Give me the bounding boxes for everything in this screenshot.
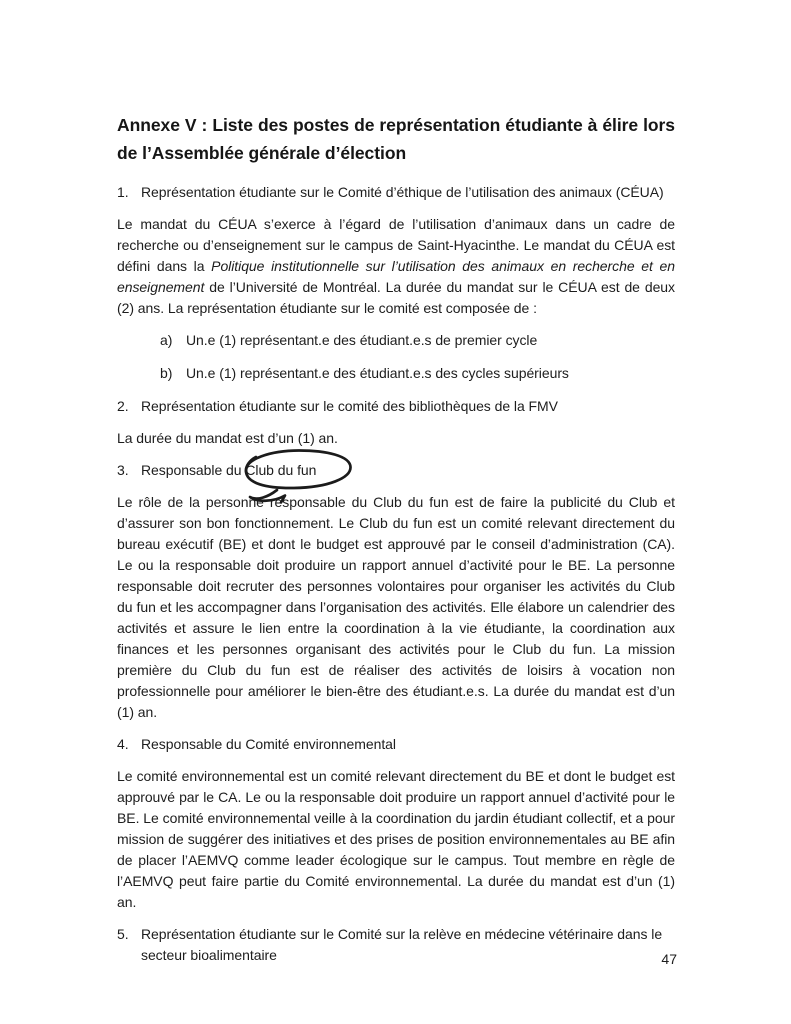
sub-list-item-b-marker: b) <box>160 365 173 381</box>
list-item-4-number: 4. <box>117 736 129 752</box>
paragraph-ceua <box>117 214 675 319</box>
paragraph-ceua-part2: de l’Université de Montréal. La durée du mandat sur le CÉUA est de deux (2) ans. La représentation étudiante sur le comité est composée de : <box>117 279 675 316</box>
list-item-2-label: Représentation étudiante sur le comité des bibliothèques de la FMV <box>141 398 558 414</box>
list-item-5-label: Représentation étudiante sur le Comité sur la relève en médecine vétérinaire dans le secteur bioalimentaire <box>141 926 663 963</box>
list-item-3-label-circled: Club du fun <box>245 462 317 478</box>
list-item-1-number: 1. <box>117 184 129 200</box>
list-item-4 <box>117 734 675 755</box>
list-item-3 <box>117 460 675 481</box>
page-title: Annexe V : Liste des postes de représentation étudiante à élire lors de l’Assemblée générale d’élection <box>117 115 675 163</box>
list-item-2-number: 2. <box>117 398 129 414</box>
circled-text-club-du-fun <box>245 460 316 481</box>
sub-list-item-a <box>117 330 675 351</box>
list-item-3-label <box>141 460 675 481</box>
paragraph-comite-environnemental: Le comité environnemental est un comité relevant directement du BE et dont le budget est approuvé par le CA. Le ou la responsable doit produire un rapport annuel d’activité pour le BE. Le comité environnemental veille à la coordination du jardin étudiant collectif, et a pour mission de suggérer des initiatives et des prises de position environnementales au BE afin de placer l’AEMVQ comme leader écologique sur le campus. Tout membre en règle de l’AEMVQ peut faire partie du Comité environnemental. La durée du mandat est d’un (1) an. <box>117 768 675 910</box>
paragraph-club-du-fun: Le rôle de la personne responsable du Club du fun est de faire la publicité du Club et d’assurer son bon fonctionnement. Le Club du fun est un comité relevant directement du bureau exécutif (BE) et dont le budget est approuvé par le conseil d’administration (CA). Le ou la responsable doit produire un rapport annuel d’activité pour le BE. La personne responsable doit recruter des personnes volontaires pour organiser les activités du Club du fun et les accompagner dans l’organisation des activités. Elle élabore un calendrier des activités et assure le lien entre la coordination à la vie étudiante, la coordination aux finances et les personnes organisant des activités pour le Club du fun. La mission première du Club du fun est de réaliser des activités de loisirs à vocation non professionnelle pour améliorer le bien-être des étudiant.e.s. La durée du mandat est d’un (1) an. <box>117 494 675 720</box>
sub-list-item-b-label: Un.e (1) représentant.e des étudiant.e.s des cycles supérieurs <box>186 365 569 381</box>
paragraph-mandat-bibliotheques: La durée du mandat est d’un (1) an. <box>117 430 338 446</box>
list-item-1-label: Représentation étudiante sur le Comité d’éthique de l’utilisation des animaux (CÉUA) <box>141 184 664 200</box>
list-item-3-number: 3. <box>117 462 129 478</box>
list-item-1 <box>117 182 675 203</box>
paragraph-ceua-part1: Le mandat du CÉUA s’exerce à l’égard de l’utilisation d’animaux dans un cadre de recherche ou d’enseignement sur le campus de Saint-Hyacinthe. Le mandat du CÉUA est défini dans la <box>117 216 675 274</box>
list-item-5 <box>117 924 675 966</box>
paragraph-ceua-italic-policy-title: Politique institutionnelle sur l’utilisation des animaux en recherche et en enseignement <box>117 258 675 295</box>
sub-list-item-a-marker: a) <box>160 332 173 348</box>
list-item-5-number: 5. <box>117 926 129 942</box>
list-item-4-label: Responsable du Comité environnemental <box>141 736 396 752</box>
page-content <box>117 111 675 977</box>
sub-list-item-b <box>117 363 675 384</box>
sub-list-item-a-label: Un.e (1) représentant.e des étudiant.e.s de premier cycle <box>186 332 538 348</box>
list-item-2 <box>117 396 675 417</box>
page-number: 47 <box>661 951 677 967</box>
list-item-3-label-before: Responsable du <box>141 462 246 478</box>
